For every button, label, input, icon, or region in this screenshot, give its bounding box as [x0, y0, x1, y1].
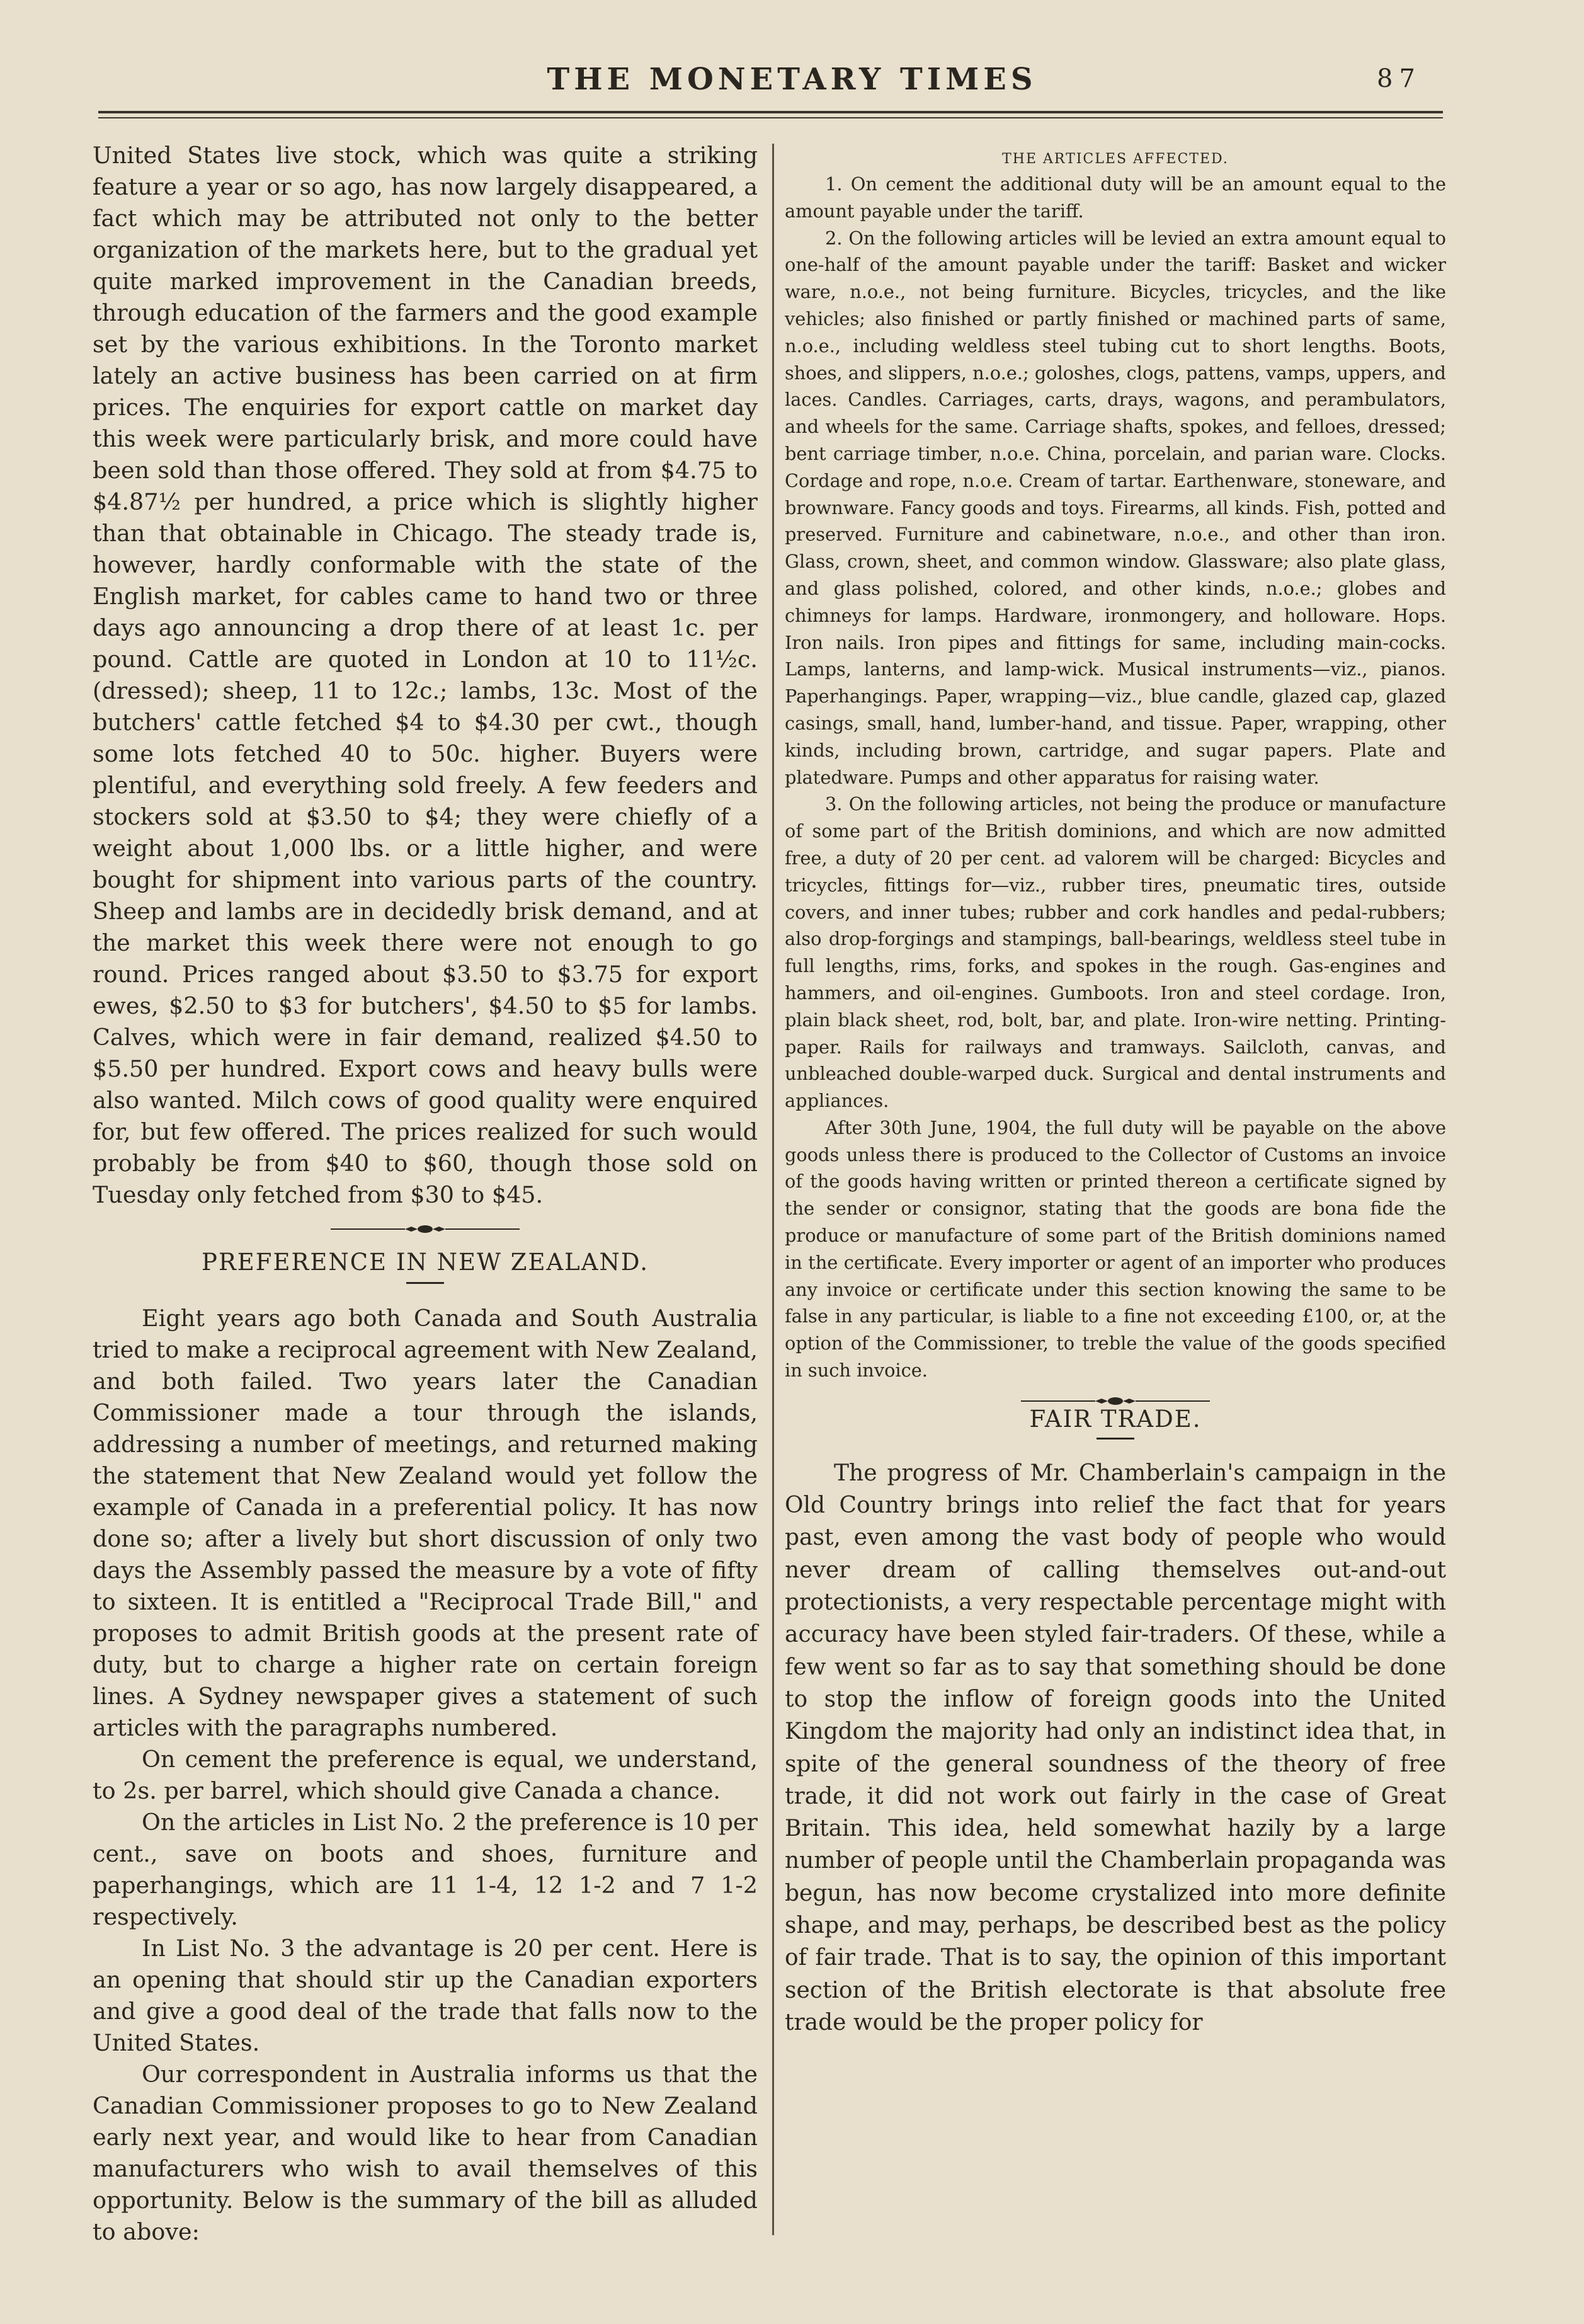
fair-trade-heading: FAIR TRADE. [1029, 1405, 1202, 1433]
body-paragraph: On the articles in List No. 2 the preference is 10 per cent., save on boots and shoes, furniture and paperhangings, which are 11 1-4, 12 1-2 and 7 1-2 respectively. [93, 1809, 758, 1930]
heading-underline-dash [406, 1282, 444, 1284]
page-number: 87 [1377, 64, 1422, 93]
articles-affected-heading: THE ARTICLES AFFECTED. [1002, 151, 1229, 167]
header-rule-thin [98, 117, 1443, 118]
column-divider [772, 144, 774, 2235]
article-list-paragraph: 1. On cement the additional duty will be an amount equal to the amount payable under the tariff. [785, 173, 1446, 222]
header-rule-thick [98, 111, 1443, 113]
heading-underline-dash [1097, 1438, 1134, 1440]
fair-trade-paragraph: The progress of Mr. Chamberlain's campaign in the Old Country brings into relief the fact that for years past, even among the vast body of people who would never dream of calling themselves out-and-out protectionists, a very respectable percentage might with accuracy have been styled fair-traders. Of these, while a few went so far as to say that something should be done to stop the inflow of foreign goods into the United Kingdom the majority had only an indistinct idea that, in spite of the general soundness of the theory of free trade, it did not work out fairly in the case of Great Britain. This idea, held somewhat hazily by a large number of people until the Chamberlain propaganda was begun, has now become crystalized into more definite shape, and may, perhaps, be described best as the policy of fair trade. That is to say, the opinion of this important section of the British electorate is that absolute free trade would be the proper policy for [785, 1460, 1446, 2035]
body-paragraph: Eight years ago both Canada and South Australia tried to make a reciprocal agreement with New Zealand, and both failed. Two years later the Canadian Commissioner made a tour through the islands, addressing a number of meetings, and returned making the statement that New Zealand would yet follow the example of Canada in a preferential policy. It has now done so; after a lively but short discussion of only two days the Assembly passed the measure by a vote of fifty to sixteen. It is entitled a "Reciprocal Trade Bill," and proposes to admit British goods at the present rate of duty, but to charge a higher rate on certain foreign lines. A Sydney newspaper gives a statement of such articles with the paragraphs numbered. [93, 1305, 758, 1741]
article-list-paragraph: After 30th June, 1904, the full duty will be payable on the above goods unless there is produced to the Collector of Customs an invoice of the goods having written or printed thereon a certificate signed by the sender or consignor, stating that the goods are bona fide the produce or manufacture of some part of the British dominions named in the certificate. Every importer or agent of an importer who produces any invoice or certificate under this section knowing the same to be false in any particular, is liable to a fine not exceeding £100, or, at the option of the Commissioner, to treble the value of the goods specified in such invoice. [785, 1116, 1446, 1382]
article-list-paragraph: 3. On the following articles, not being the produce or manufacture of some part of the British dominions, and which are now admitted free, a duty of 20 per cent. ad valorem will be charged: Bicycles and tricycles, fittings for—viz., rubber tires, pneumatic tires, outside covers, and inner tubes; rubber and cork handles and pedal-rubbers; also drop-forgings and stampings, ball-bearings, weldless steel tube in full lengths, rims, forks, and spokes in the rough. Gas-engines and hammers, and oil-engines. Gumboots. Iron and steel cordage. Iron, plain black sheet, rod, bolt, bar, and plate. Iron-wire netting. Printing-paper. Rails for railways and tramways. Sailcloth, canvas, and unbleached double-warped duck. Surgical and dental instruments and appliances. [785, 793, 1446, 1112]
body-paragraph: Our correspondent in Australia informs us that the Canadian Commissioner proposes to go to New Zealand early next year, and would like to hear from Canadian manufacturers who wish to avail themselves of this opportunity. Below is the summary of the bill as alluded to above: [93, 2061, 758, 2245]
livestock-market-paragraph: United States live stock, which was quite a striking feature a year or so ago, has now largely disappeared, a fact which may be attributed not only to the better organization of the markets here, but to the gradual yet quite marked improvement in the Canadian breeds, through education of the farmers and the good example set by the various exhibitions. In the Toronto market lately an active business has been carried on at firm prices. The enquiries for export cattle on market day this week were particularly brisk, and more could have been sold than those offered. They sold at from $4.75 to $4.87½ per hundred, a price which is slightly higher than that obtainable in Chicago. The steady trade is, however, hardly conformable with the state of the English market, for cables came to hand two or three days ago announcing a drop there of at least 1c. per pound. Cattle are quoted in London at 10 to 11½c. (dressed); sheep, 11 to 12c.; lambs, 13c. Most of the butchers' cattle fetched $4 to $4.30 per cwt., though some lots fetched 40 to 50c. higher. Buyers were plentiful, and everything sold freely. A few feeders and stockers sold at $3.50 to $4; they were chiefly of a weight about 1,000 lbs. or a little higher, and were bought for shipment into various parts of the country. Sheep and lambs are in decidedly brisk demand, and at the market this week there were not enough to go round. Prices ranged about $3.50 to $3.75 for export ewes, $2.50 to $3 for butchers', $4.50 to $5 for lambs. Calves, which were in fair demand, realized $4.50 to $5.50 per hundred. Export cows and heavy bulls were also wanted. Milch cows of good quality were enquired for, but few offered. The prices realized for such would probably be from $40 to $60, though those sold on Tuesday only fetched from $30 to $45. [93, 142, 758, 1208]
preference-nz-heading: PREFERENCE IN NEW ZEALAND. [202, 1249, 649, 1276]
page-header-title: THE MONETARY TIMES [547, 62, 1037, 97]
right-column [785, 151, 1446, 2039]
left-column [93, 140, 758, 2248]
articles-affected-section [785, 151, 1446, 1384]
body-paragraph: On cement the preference is equal, we understand, to 2s. per barrel, which should give Canada a chance. [93, 1746, 758, 1804]
article-list-paragraph: 2. On the following articles will be levied an extra amount equal to one-half of the amount payable under the tariff: Basket and wicker ware, n.o.e., not being furniture. Bicycles, tricycles, and the like vehicles; also finished or partly finished or machined parts of same, n.o.e., including weldless steel tubing cut to short lengths. Boots, shoes, and slippers, n.o.e.; goloshes, clogs, pattens, vamps, uppers, and laces. Candles. Carriages, carts, drays, wagons, and perambulators, and wheels for the same. Carriage shafts, spokes, and felloes, dressed; bent carriage timber, n.o.e. China, porcelain, and parian ware. Clocks. Cordage and rope, n.o.e. Cream of tartar. Earthenware, stoneware, and brownware. Fancy goods and toys. Firearms, all kinds. Fish, potted and preserved. Furniture and cabinetware, n.o.e., and other than iron. Glass, crown, sheet, and common window. Glassware; also plate glass, and glass polished, colored, and other kinds, n.o.e.; globes and chimneys for lamps. Hardware, ironmongery, and holloware. Hops. Iron nails. Iron pipes and fittings for same, including main-cocks. Lamps, lanterns, and lamp-wick. Musical instruments—viz., pianos. Paperhangings. Paper, wrapping—viz., blue candle, glazed cap, glazed casings, small, hand, lumber-hand, and tissue. Paper, wrapping, other kinds, including brown, cartridge, and sugar papers. Plate and platedware. Pumps and other apparatus for raising water. [785, 227, 1446, 788]
fair-trade-section [785, 1457, 1446, 2039]
body-paragraph: In List No. 3 the advantage is 20 per cent. Here is an opening that should stir up the Canadian exporters and give a good deal of the trade that falls now to the United States. [93, 1935, 758, 2056]
